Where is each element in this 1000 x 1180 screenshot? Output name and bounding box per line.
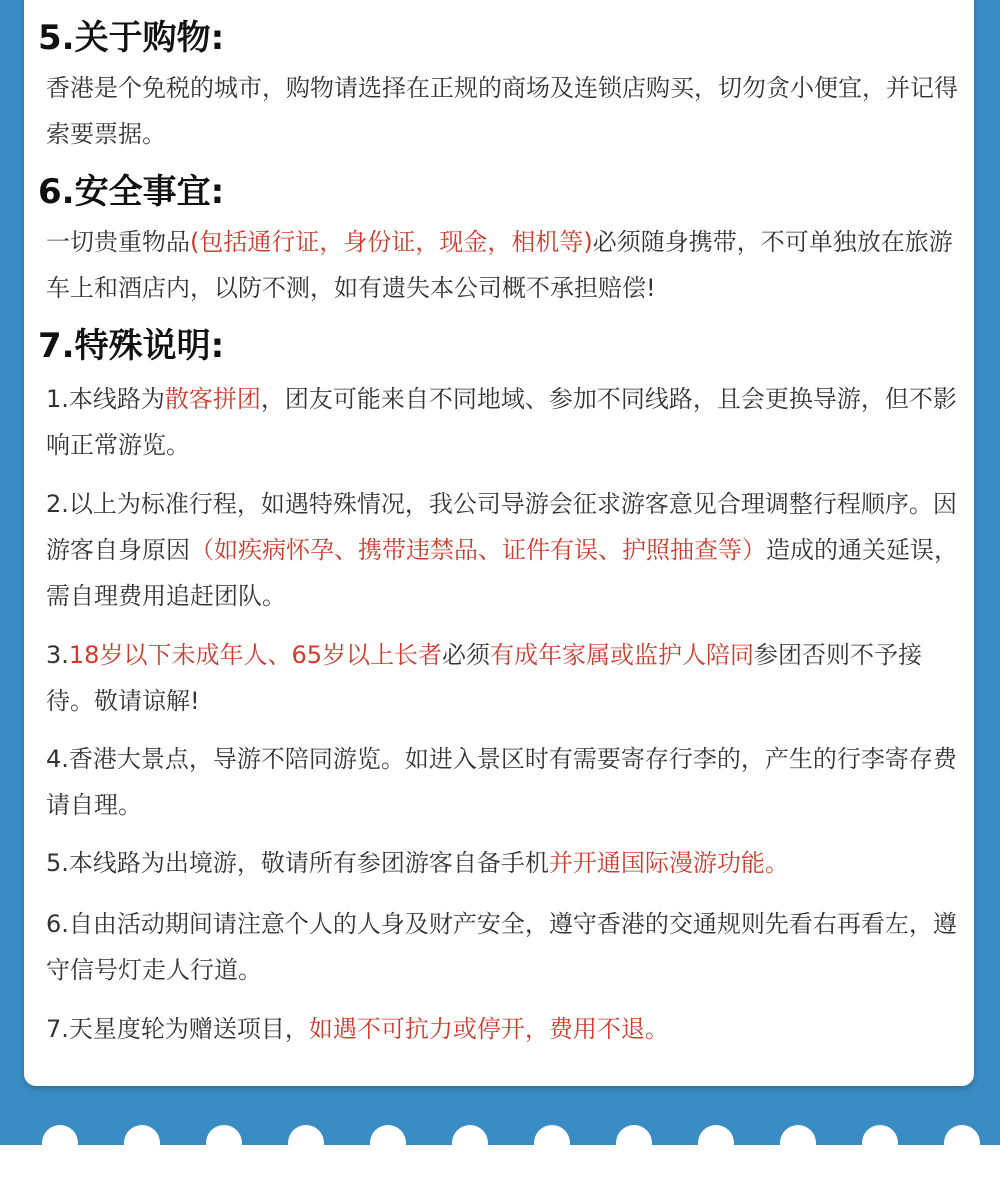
scallop-dot <box>452 1125 488 1161</box>
body-text: 6.自由活动期间请注意个人的人身及财产安全，遵守香港的交通规则先看右再看左，遵守信号灯走人行道。 <box>46 910 957 984</box>
highlight-text: 散客拼团 <box>164 385 261 413</box>
scallop-dot <box>862 1125 898 1161</box>
section-title-special-notes: 7.特殊说明: <box>38 326 225 366</box>
body-text: 4.香港大景点，导游不陪同游览。如进入景区时有需要寄存行李的，产生的行李寄存费请自理。 <box>46 745 957 819</box>
safety-paragraph <box>46 219 958 311</box>
scallop-dot <box>698 1125 734 1161</box>
body-text: 2.以上为标准行程，如遇特殊情况，我公司导游会征求游客意见合理调整行程顺序。因游客自身原因 <box>46 490 957 564</box>
body-text: 1.本线路为 <box>46 385 165 413</box>
body-text: 一切贵重物品 <box>46 228 190 256</box>
section-title-shopping: 5.关于购物: <box>38 18 225 58</box>
note-item-6 <box>46 901 958 993</box>
note-item-4 <box>46 736 958 828</box>
note-item-7 <box>46 1006 958 1052</box>
note-item-2 <box>46 481 958 619</box>
scallop-dot <box>288 1125 324 1161</box>
scallop-dot <box>616 1125 652 1161</box>
note-item-5 <box>46 840 958 886</box>
body-text: 造成的通关延误，需自理费用追赶团队。 <box>46 536 958 610</box>
scallop-dot <box>370 1125 406 1161</box>
body-text: ，团友可能来自不同地域、参加不同线路，且会更换导游，但不影响正常游览。 <box>46 385 957 459</box>
highlight-text: 如遇不可抗力或停开，费用不退。 <box>308 1015 669 1043</box>
body-text: 3. <box>46 641 69 669</box>
body-text: 7.天星度轮为赠送项目， <box>46 1015 309 1043</box>
highlight-text: (包括通行证，身份证，现金，相机等) <box>190 228 593 256</box>
body-text: 参团否则不予接待。敬请谅解! <box>46 641 922 715</box>
body-text: 必须 <box>441 641 490 669</box>
body-text: 必须随身携带，不可单独放在旅游车上和酒店内，以防不测，如有遗失本公司概不承担赔偿! <box>46 228 953 302</box>
section-title-safety: 6.安全事宜: <box>38 172 225 212</box>
shopping-paragraph <box>46 65 958 157</box>
highlight-text: 18岁以下未成年人、65岁以上长者 <box>68 641 442 669</box>
scallop-dot <box>534 1125 570 1161</box>
scallop-dot <box>780 1125 816 1161</box>
body-text: 香港是个免税的城市，购物请选择在正规的商场及连锁店购买，切勿贪小便宜，并记得索要票据。 <box>46 74 958 148</box>
note-item-3 <box>46 632 958 724</box>
scallop-dot <box>206 1125 242 1161</box>
note-item-1 <box>46 376 958 468</box>
highlight-text: （如疾病怀孕、携带违禁品、证件有误、护照抽查等） <box>190 536 766 564</box>
body-text: 5.本线路为出境游，敬请所有参团游客自备手机 <box>46 849 549 877</box>
scallop-dot <box>42 1125 78 1161</box>
scallop-dot <box>944 1125 980 1161</box>
scallop-dot <box>124 1125 160 1161</box>
highlight-text: 有成年家属或监护人陪同 <box>489 641 754 669</box>
highlight-text: 并开通国际漫游功能。 <box>548 849 789 877</box>
